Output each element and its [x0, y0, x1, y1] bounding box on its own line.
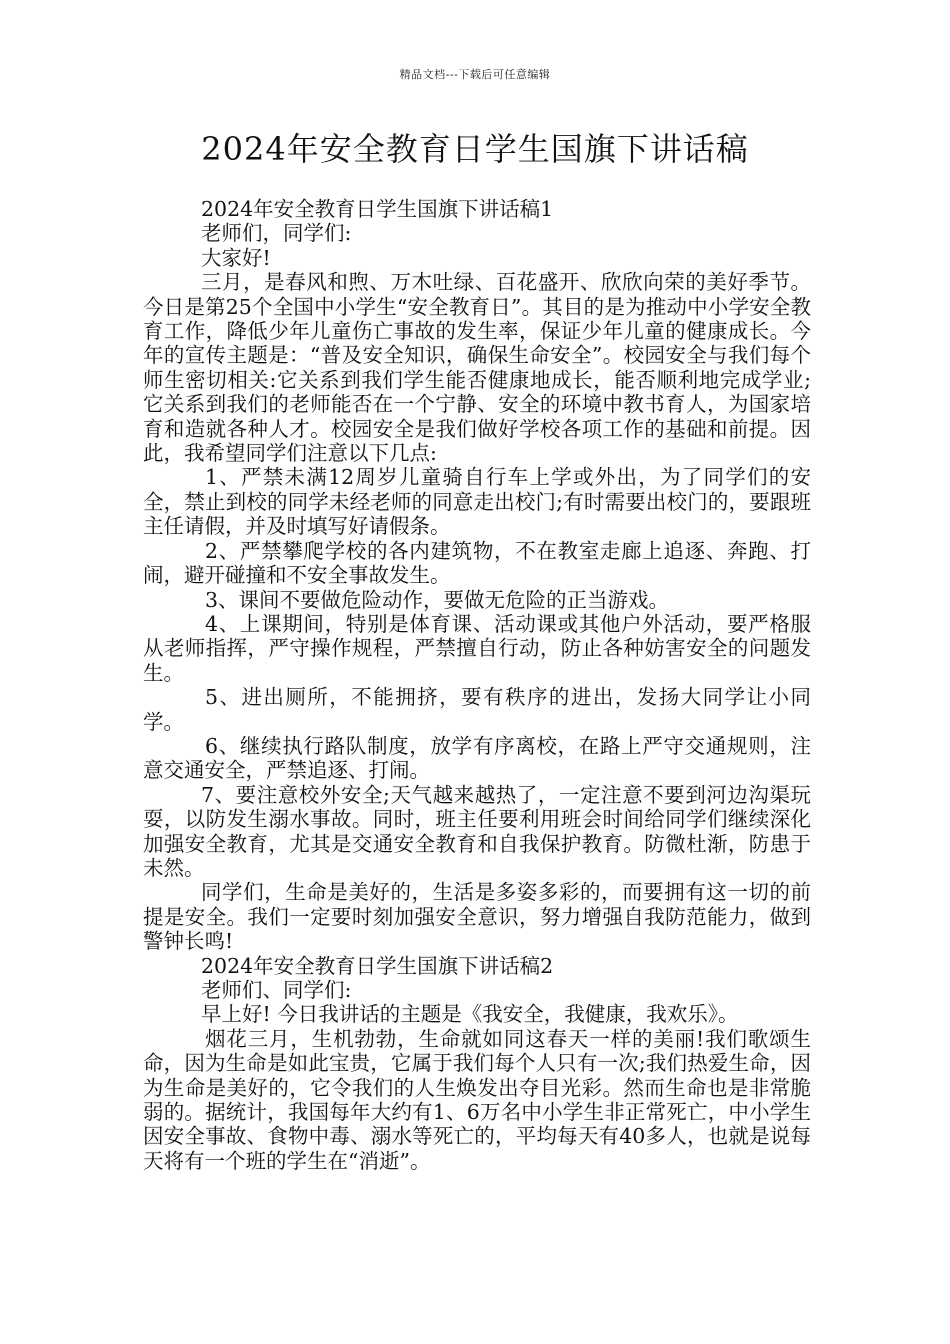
- document-title: 2024年安全教育日学生国旗下讲话稿: [201, 130, 749, 168]
- greeting-2: 早上好! 今日我讲话的主题是《我安全，我健康，我欢乐》。: [201, 1002, 739, 1027]
- rule-item-5: 5、进出厕所，不能拥挤，要有秩序的进出，发扬大同学让小同学。: [143, 685, 811, 734]
- rule-item-6: 6、继续执行路队制度，放学有序离校，在路上严守交通规则，注意交通安全，严禁追逐、打闹。: [143, 733, 811, 783]
- rule-item-7: 7、要注意校外安全;天气越来越热了，一定注意不要到河边沟渠玩耍，以防发生溺水事故。同时，班主任要利用班会时间给同学们继续深化加强安全教育，尤其是交通安全教育和自我保护教育。防微杜渐，防患于未然。: [143, 782, 811, 880]
- greeting-1: 大家好!: [201, 245, 271, 270]
- section-heading-2: 2024年安全教育日学生国旗下讲话稿2: [201, 953, 554, 978]
- header-note: 精品文档---下载后可任意编辑: [399, 68, 551, 81]
- rule-item-4: 4、上课期间，特别是体育课、活动课或其他户外活动，要严格服从老师指挥，严守操作规程，严禁擅自行动，防止各种妨害安全的问题发生。: [143, 611, 811, 685]
- salutation-1: 老师们，同学们:: [201, 221, 352, 246]
- rule-item-1: 1、严禁未满12周岁儿童骑自行车上学或外出，为了同学们的安全，禁止到校的同学未经老师的同意走出校门;有时需要出校门的，要跟班主任请假，并及时填写好请假条。: [143, 465, 811, 539]
- rule-item-2: 2、严禁攀爬学校的各内建筑物，不在教室走廊上追逐、奔跑、打闹，避开碰撞和不安全事故发生。: [143, 538, 811, 588]
- document-body: [143, 197, 811, 1173]
- rule-item-3: 3、课间不要做危险动作，要做无危险的正当游戏。: [205, 587, 670, 612]
- salutation-2: 老师们、同学们:: [201, 978, 352, 1002]
- paragraph-closing-1: 同学们，生命是美好的，生活是多姿多彩的，而要拥有这一切的前提是安全。我们一定要时刻加强安全意识，努力增强自我防范能力，做到警钟长鸣!: [143, 880, 811, 954]
- paragraph-intro: 三月，是春风和煦、万木吐绿、百花盛开、欣欣向荣的美好季节。今日是第25个全国中小学生“安全教育日”。其目的是为推动中小学安全教育工作，降低少年儿童伤亡事故的发生率，保证少年儿童的健康成长。今年的宣传主题是：“普及安全知识，确保生命安全”。校园安全与我们每个师生密切相关:它关系到我们学生能否健康地成长，能否顺利地完成学业;它关系到我们的老师能否在一个宁静、安全的环境中教书育人，为国家培育和造就各种人才。校园安全是我们做好学校各项工作的基础和前提。因此，我希望同学们注意以下几点:: [143, 270, 811, 466]
- section-heading-1: 2024年安全教育日学生国旗下讲话稿1: [201, 197, 554, 221]
- paragraph-life: 烟花三月，生机勃勃，生命就如同这春天一样的美丽!我们歌颂生命，因为生命是如此宝贵，它属于我们每个人只有一次;我们热爱生命，因为生命是美好的，它令我们的人生焕发出夺目光彩。然而生命也是非常脆弱的。据统计，我国每年大约有1、6万名中小学生非正常死亡，中小学生因安全事故、食物中毒、溺水等死亡的，平均每天有40多人，也就是说每天将有一个班的学生在“消逝”。: [143, 1026, 811, 1173]
